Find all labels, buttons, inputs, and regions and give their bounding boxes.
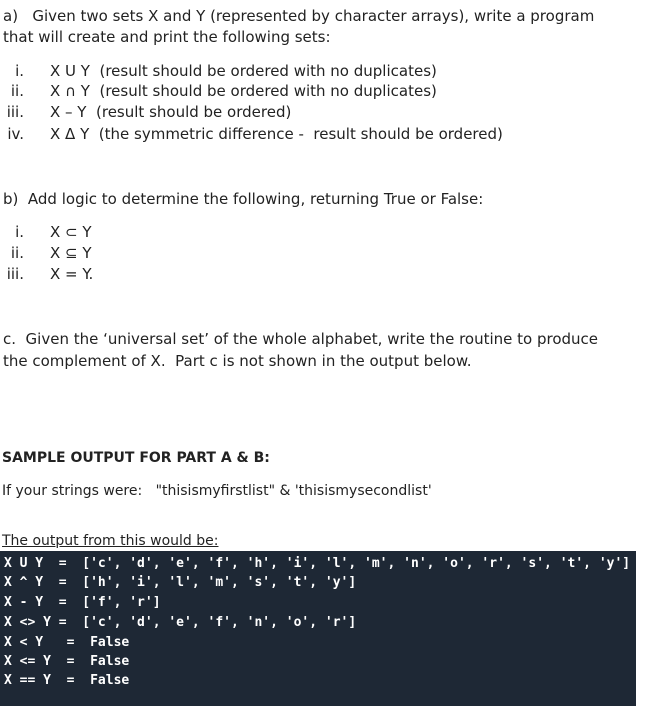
console-line-intersection: X ^ Y = ['h', 'i', 'l', 'm', 's', 't', 'y']	[4, 575, 357, 590]
console-line-equal: X == Y = False	[4, 673, 130, 688]
part-b-intro: b) Add logic to determine the following, returning True or False:	[3, 190, 484, 208]
part-c-line1: c. Given the ‘universal set’ of the whole alphabet, write the routine to produce	[3, 330, 599, 348]
output-label: The output from this would be:	[2, 533, 219, 549]
part-b-item-1-text: X ⊂ Y	[50, 223, 92, 241]
console-line-union: X U Y = ['c', 'd', 'e', 'f', 'h', 'i', 'l', 'm', 'n', 'o', 'r', 's', 't', 'y']	[4, 556, 631, 571]
part-b-item-2-text: X ⊆ Y	[50, 244, 92, 262]
console-line-difference: X - Y = ['f', 'r']	[4, 595, 161, 610]
part-a-item-2-text: X ∩ Y (result should be ordered with no duplicates)	[50, 82, 437, 100]
part-a-intro-line2: that will create and print the following sets:	[3, 28, 331, 46]
sample-output-heading: SAMPLE OUTPUT FOR PART A & B:	[2, 450, 270, 466]
part-a-item-1-text: X U Y (result should be ordered with no duplicates)	[50, 62, 437, 80]
part-a-item-2-num: ii.	[10, 82, 24, 100]
part-a-item-1-num: i.	[15, 62, 24, 80]
part-a-item-3-text: X – Y (result should be ordered)	[50, 103, 292, 121]
console-line-proper-subset: X < Y = False	[4, 635, 130, 650]
console-line-symmetric-difference: X <> Y = ['c', 'd', 'e', 'f', 'n', 'o', 'r']	[4, 615, 357, 630]
part-b-item-1-num: i.	[15, 223, 24, 241]
part-a-item-4-num: iv.	[7, 125, 24, 143]
part-a-item-4-text: X Δ Y (the symmetric difference - result should be ordered)	[50, 125, 503, 143]
part-a-item-3-num: iii.	[6, 103, 24, 121]
part-b-item-3-num: iii.	[6, 265, 24, 283]
console-output	[0, 551, 636, 706]
sample-strings-line: If your strings were: "thisismyfirstlist" & 'thisismysecondlist'	[2, 483, 432, 499]
part-c-line2: the complement of X. Part c is not shown in the output below.	[3, 352, 472, 370]
part-b-item-2-num: ii.	[10, 244, 24, 262]
part-b-item-3-text: X = Y.	[50, 265, 94, 283]
console-line-subset: X <= Y = False	[4, 654, 130, 669]
part-a-intro-line1: a) Given two sets X and Y (represented by character arrays), write a program	[3, 7, 595, 25]
